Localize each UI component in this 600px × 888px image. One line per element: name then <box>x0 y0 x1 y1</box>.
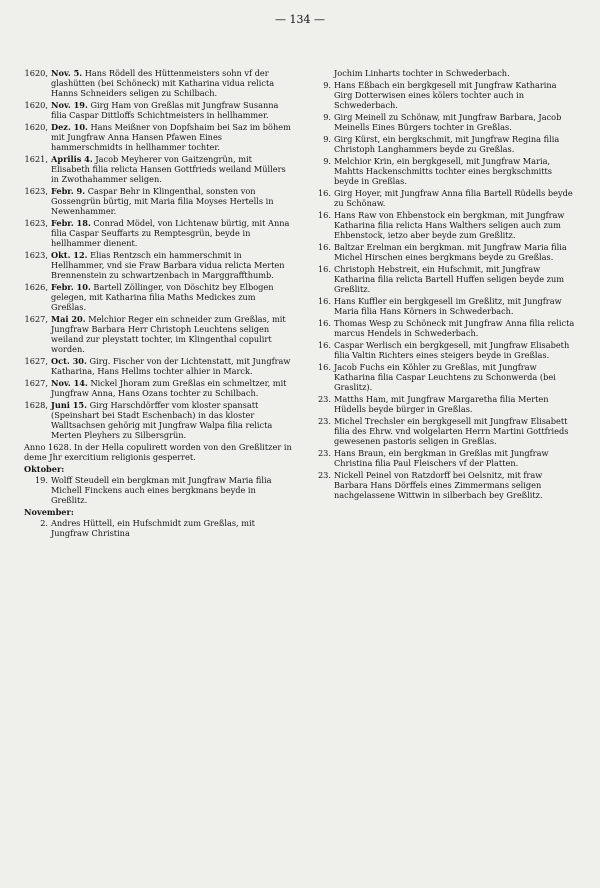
entry-date: Okt. 12. <box>51 250 88 260</box>
record-entry <box>308 394 576 414</box>
entry-number: 1620, <box>24 122 48 132</box>
entry-text: Conrad Mödel, von Lichtenaw bürtig, mit Anna filia Caspar Seuffarts zu Remptesgrün, beyde in hellhammer dienent. <box>51 218 290 248</box>
entry-text: Thomas Wesp zu Schöneck mit Jungfraw Anna filia relicta marcus Hendels in Schwederbach. <box>334 318 575 338</box>
record-entry <box>308 242 576 262</box>
entry-text: Hans Braun, ein bergkman in Greßlas mit Jungfraw Christina filia Paul Fleischers vf der Platten. <box>334 448 549 468</box>
note-1628: Anno 1628. In der Hella copulirett worden von den Greßlitzer in deme Jhr exercitium religionis gesperret. <box>24 442 292 462</box>
record-entry <box>308 318 576 338</box>
entry-text: Hans Kuffler ein bergkgesell im Greßlitz, mit Jungfraw Maria filia Hans Körners in Schwederbach. <box>334 296 562 316</box>
entry-body <box>334 296 576 316</box>
record-entry <box>24 154 292 184</box>
page-number: — 134 — <box>275 13 325 26</box>
entry-number: 1627, <box>24 356 48 366</box>
entry-number: 1623, <box>24 250 48 260</box>
entry-body <box>51 154 292 184</box>
entry-date: Nov. 14. <box>51 378 88 388</box>
record-entry <box>308 80 576 110</box>
entry-body <box>334 318 576 338</box>
entry-body <box>334 156 576 186</box>
entry-number: 23. <box>317 448 331 458</box>
entry-body <box>334 470 576 500</box>
left-entries <box>24 68 292 440</box>
entry-text: Melchior Krin, ein bergkgesell, mit Jungfraw Maria, Mahtts Hackenschmitts tochter eines bergkschmitts beyde in Greßlas. <box>334 156 552 186</box>
record-entry <box>24 68 292 98</box>
entry-number: 16. <box>317 264 331 274</box>
entry-body <box>334 264 576 294</box>
entry-text: Melchior Reger ein schneider zum Greßlas, mit Jungfraw Barbara Herr Christoph Leuchtens seligen weiland zur pleystatt tochter, im Klingenthal copulirt worden. <box>51 314 286 354</box>
entry-body <box>51 314 292 354</box>
entry-number: 9. <box>323 156 331 166</box>
entry-text: Nickell Peinel von Ratzdorff bei Oelsnitz, mit fraw Barbara Hans Dörffels eines Zimmermans seligen nachgelassene Wittwin in silberbach bey Greßlitz. <box>334 470 543 500</box>
entry-body <box>51 356 292 376</box>
entry-text: Girg Hoyer, mit Jungfraw Anna filia Bartell Rüdells beyde zu Schönaw. <box>334 188 573 208</box>
record-entry <box>24 400 292 440</box>
record-entry <box>24 186 292 216</box>
entry-number: 2. <box>40 518 48 528</box>
entry-number: 23. <box>317 416 331 426</box>
entry-date: Juni 15. <box>51 400 87 410</box>
entry-number: 23. <box>317 470 331 480</box>
entry-number: 16. <box>317 296 331 306</box>
entry-text: Girg Meinell zu Schönaw, mit Jungfraw Barbara, Jacob Meinells Eines Bürgers tochter in Greßlas. <box>334 112 562 132</box>
record-entry <box>24 250 292 280</box>
entry-text: Michel Trechsler ein bergkgesell mit Jungfraw Elisabett filia des Ehrw. vnd wolgelarten Herrn Martini Gottfrieds gewesenen pastoris seligen in Greßlas. <box>334 416 569 446</box>
entry-text: Jacob Fuchs ein Köhler zu Greßlas, mit Jungfraw Katharina filia Caspar Leuchtens zu Schonwerda (bei Graslitz). <box>334 362 556 392</box>
entry-number: 9. <box>323 134 331 144</box>
entry-number: 1623, <box>24 186 48 196</box>
october-entries <box>24 475 292 505</box>
entry-text: Andres Hüttell, ein Hufschmidt zum Greßlas, mit Jungfraw Christina <box>51 518 255 538</box>
entry-number <box>308 68 334 78</box>
record-entry <box>308 264 576 294</box>
entry-body <box>334 416 576 446</box>
entry-text: Hans Meißner von Dopfshaim bei Saz im böhem mit Jungfraw Anna Hansen Pfawen Eines hammerschmidts in hellhammer tochter. <box>51 122 291 152</box>
record-entry <box>308 156 576 186</box>
entry-date: Nov. 19. <box>51 100 88 110</box>
record-entry <box>24 100 292 120</box>
record-entry <box>308 362 576 392</box>
record-entry <box>24 122 292 152</box>
entry-text: Hans Raw von Ehbenstock ein bergkman, mit Jungfraw Katharina filia relicta Hans Walthers seligen auch zum Ehbenstock, ietzo aber beyde zum Greßlitz. <box>334 210 565 240</box>
record-entry <box>308 416 576 446</box>
entry-number: 16. <box>317 340 331 350</box>
entry-text: Girg Harschdörffer vom kloster spansatt (Speinshart bei Stadt Eschenbach) in das kloster Walltsachsen gehörig mit Jungfraw Walpa filia relicta Merten Pleyhers zu Silbersgrün. <box>51 400 273 440</box>
entry-text: Wolff Steudell ein bergkman mit Jungfraw Maria filia Michell Finckens auch eines bergkmans beyde in Greßlitz. <box>51 475 272 505</box>
record-entry <box>24 518 292 538</box>
entry-text: Christoph Hebstreit, ein Hufschmit, mit Jungfraw Katharina filia relicta Bartell Huffen seligen beyde zum Greßlitz. <box>334 264 565 294</box>
entry-body <box>334 448 576 468</box>
october-heading: Oktober: <box>24 464 65 474</box>
entry-date: Febr. 10. <box>51 282 91 292</box>
entry-text: Bartell Zöllinger, von Döschitz bey Elbogen gelegen, mit Katharina filia Maths Medickes zum Greßlas. <box>51 282 274 312</box>
entry-body <box>51 68 292 98</box>
entry-number: 1626, <box>24 282 48 292</box>
record-entry <box>308 296 576 316</box>
entry-body <box>334 242 576 262</box>
left-column <box>24 68 292 540</box>
record-entry <box>308 340 576 360</box>
november-heading: November: <box>24 507 74 517</box>
record-entry <box>24 218 292 248</box>
entry-text: Matths Ham, mit Jungfraw Margaretha filia Merten Hüdells beyde bürger in Greßlas. <box>334 394 549 414</box>
entry-text: Baltzar Erelman ein bergkman. mit Jungfraw Maria filia Michel Hirschen eines bergkmans beyde zu Greßlas. <box>334 242 567 262</box>
entry-number: 9. <box>323 112 331 122</box>
entry-number: 16. <box>317 242 331 252</box>
right-entries <box>308 80 576 500</box>
continuation-entry <box>308 68 576 78</box>
entry-number: 1627, <box>24 314 48 324</box>
entry-date: Mai 20. <box>51 314 86 324</box>
november-entries <box>24 518 292 538</box>
record-entry <box>24 356 292 376</box>
entry-text: Girg Kürst, ein bergkschmit, mit Jungfraw Regina filia Christoph Langhammers beyde zu Greßlas. <box>334 134 560 154</box>
entry-number: 16. <box>317 210 331 220</box>
entry-number: 23. <box>317 394 331 404</box>
record-entry <box>24 314 292 354</box>
entry-body <box>51 250 292 280</box>
entry-body <box>51 475 292 505</box>
entry-number: 1628, <box>24 400 48 410</box>
entry-number: 1621, <box>24 154 48 164</box>
entry-text: Girg Ham von Greßlas mit Jungfraw Susanna filia Caspar Dittloffs Schichtmeisters in hellhammer. <box>51 100 279 120</box>
entry-number: 1620, <box>24 68 48 78</box>
entry-number: 19. <box>34 475 48 485</box>
entry-body <box>51 378 292 398</box>
record-entry <box>308 134 576 154</box>
entry-text: Nickel Jhoram zum Greßlas ein schmeltzer, mit Jungfraw Anna, Hans Ozans tochter zu Schilbach. <box>51 378 287 398</box>
record-entry <box>24 282 292 312</box>
entry-text: Elias Rentzsch ein hammerschmit in Hellhammer, vnd sie Fraw Barbara vidua relicta Merten Brennenstein zu schwartzenbach in Marggraffthumb. <box>51 250 285 280</box>
record-entry <box>308 470 576 500</box>
entry-body <box>334 394 576 414</box>
entry-date: Nov. 5. <box>51 68 83 78</box>
entry-number: 16. <box>317 318 331 328</box>
entry-date: Oct. 30. <box>51 356 87 366</box>
entry-body <box>51 400 292 440</box>
entry-date: Febr. 18. <box>51 218 91 228</box>
entry-body <box>334 134 576 154</box>
entry-text: Hans Rödell des Hüttenmeisters sohn vf der glashütten (bei Schöneck) mit Katharina vidua relicta Hanns Schneiders seligen zu Schilbach. <box>51 68 275 98</box>
entry-date: Aprilis 4. <box>51 154 93 164</box>
entry-text: Caspar Behr in Klingenthal, sonsten von Gossengrün bürtig, mit Maria filia Moyses Hertells in Newenhammer. <box>51 186 274 216</box>
record-entry <box>308 188 576 208</box>
record-entry <box>308 448 576 468</box>
right-column <box>308 68 576 502</box>
entry-body <box>51 122 292 152</box>
record-entry <box>308 112 576 132</box>
entry-body <box>334 112 576 132</box>
entry-body <box>334 340 576 360</box>
entry-body <box>51 218 292 248</box>
entry-number: 1627, <box>24 378 48 388</box>
entry-body <box>334 80 576 110</box>
entry-number: 1623, <box>24 218 48 228</box>
entry-number: 1620, <box>24 100 48 110</box>
continuation-text: Jochim Linharts tochter in Schwederbach. <box>334 68 510 78</box>
entry-number: 16. <box>317 362 331 372</box>
entry-body <box>334 362 576 392</box>
entry-body <box>51 100 292 120</box>
entry-body <box>334 210 576 240</box>
entry-body <box>51 186 292 216</box>
entry-body <box>51 282 292 312</box>
entry-text: Jacob Meyherer von Gaitzengrün, mit Elisabeth filia relicta Hansen Gottfrieds weiland Müllers in Zwothahammer seligen. <box>51 154 286 184</box>
entry-date: Febr. 9. <box>51 186 86 196</box>
entry-text: Hans Eßbach ein bergkgesell mit Jungfraw Katharina Girg Dotterwisen eines kölers tochter auch in Schwederbach. <box>334 80 557 110</box>
record-entry <box>24 378 292 398</box>
entry-number: 16. <box>317 188 331 198</box>
entry-text: Girg. Fischer von der Lichtenstatt, mit Jungfraw Katharina, Hans Hellms tochter alhier in Marck. <box>51 356 291 376</box>
entry-body <box>51 518 292 538</box>
record-entry <box>308 210 576 240</box>
entry-number: 9. <box>323 80 331 90</box>
entry-date: Dez. 10. <box>51 122 88 132</box>
entry-text: Caspar Werlisch ein bergkgesell, mit Jungfraw Elisabeth filia Valtin Richters eines steigers beyde in Greßlas. <box>334 340 570 360</box>
entry-body <box>334 188 576 208</box>
record-entry <box>24 475 292 505</box>
